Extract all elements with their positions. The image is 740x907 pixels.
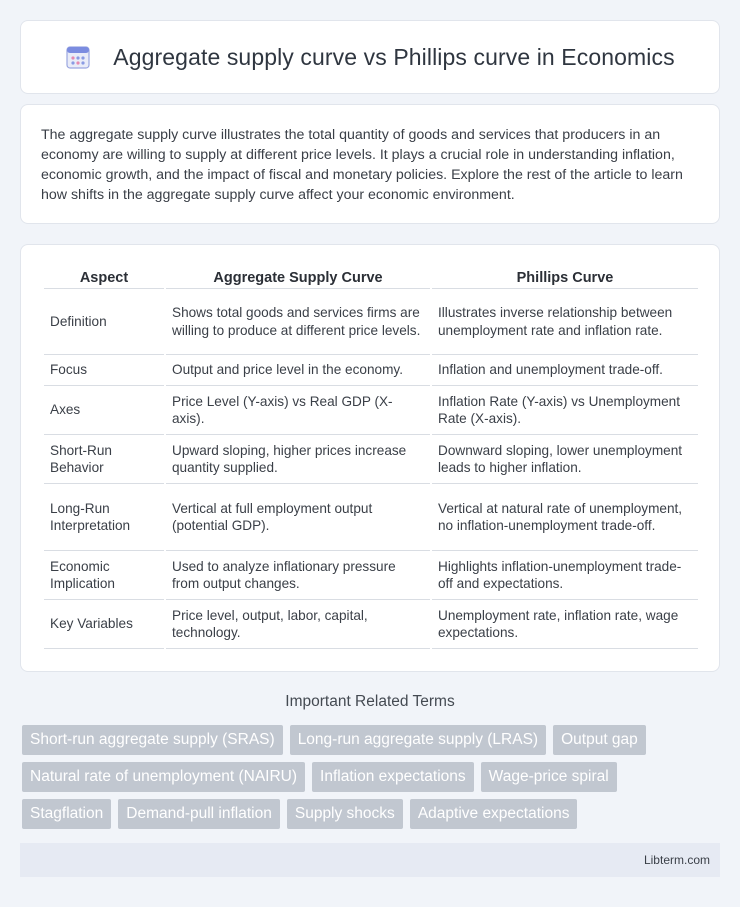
table-row <box>44 551 698 600</box>
table-row <box>44 484 698 551</box>
table-row <box>44 289 698 355</box>
table-cell: Price Level (Y-axis) vs Real GDP (X-axis). <box>166 386 430 435</box>
tag-output-gap[interactable]: Output gap <box>553 725 646 755</box>
header-card <box>20 20 720 94</box>
page-title: Aggregate supply curve vs Phillips curve in Economics <box>113 43 675 70</box>
tag-supply-shocks[interactable]: Supply shocks <box>287 799 403 829</box>
table-cell: Price level, output, labor, capital, technology. <box>166 600 430 649</box>
column-header-phillips: Phillips Curve <box>432 265 698 289</box>
intro-paragraph: The aggregate supply curve illustrates the total quantity of goods and services that producers in an economy are willing to supply at different price levels. It plays a crucial role in understanding inflation, economic growth, and the impact of fiscal and monetary policies. Explore the rest of the article to learn how shifts in the aggregate supply curve affect your economic environment. <box>41 127 683 203</box>
table-cell: Focus <box>44 355 164 386</box>
intro-card <box>20 104 720 224</box>
table-cell: Upward sloping, higher prices increase quantity supplied. <box>166 435 430 484</box>
related-terms-list <box>22 725 722 836</box>
tag-wage-price-spiral[interactable]: Wage-price spiral <box>481 762 617 792</box>
table-cell: Key Variables <box>44 600 164 649</box>
table-row <box>44 435 698 484</box>
tag-row <box>22 799 722 829</box>
table-row <box>44 600 698 649</box>
table-cell: Definition <box>44 289 164 355</box>
related-terms-title: Important Related Terms <box>285 693 455 710</box>
table-cell: Output and price level in the economy. <box>166 355 430 386</box>
table-cell: Shows total goods and services firms are willing to produce at different price levels. <box>166 289 430 355</box>
comparison-table <box>42 265 700 649</box>
tag-row <box>22 725 722 755</box>
table-cell: Vertical at natural rate of unemployment, no inflation-unemployment trade-off. <box>432 484 698 551</box>
table-cell: Economic Implication <box>44 551 164 600</box>
table-cell: Used to analyze inflationary pressure from output changes. <box>166 551 430 600</box>
table-row <box>44 386 698 435</box>
tag-inflation-expectations[interactable]: Inflation expectations <box>312 762 474 792</box>
comparison-table-card <box>20 244 720 672</box>
table-header-row <box>44 265 698 289</box>
tag-sras[interactable]: Short-run aggregate supply (SRAS) <box>22 725 283 755</box>
tag-lras[interactable]: Long-run aggregate supply (LRAS) <box>290 725 546 755</box>
table-cell: Inflation Rate (Y-axis) vs Unemployment Rate (X-axis). <box>432 386 698 435</box>
table-cell: Inflation and unemployment trade-off. <box>432 355 698 386</box>
table-cell: Short-Run Behavior <box>44 435 164 484</box>
table-cell: Axes <box>44 386 164 435</box>
table-cell: Vertical at full employment output (potential GDP). <box>166 484 430 551</box>
footer-site-link[interactable]: Libterm.com <box>643 853 710 867</box>
calendar-grid-icon <box>65 44 91 70</box>
tag-row <box>22 762 722 792</box>
table-cell: Long-Run Interpretation <box>44 484 164 551</box>
table-cell: Highlights inflation-unemployment trade-off and expectations. <box>432 551 698 600</box>
tag-stagflation[interactable]: Stagflation <box>22 799 111 829</box>
table-cell: Unemployment rate, inflation rate, wage expectations. <box>432 600 698 649</box>
column-header-aspect: Aspect <box>44 265 164 289</box>
tag-adaptive-expectations[interactable]: Adaptive expectations <box>410 799 578 829</box>
table-cell: Illustrates inverse relationship between unemployment rate and inflation rate. <box>432 289 698 355</box>
footer <box>20 843 720 877</box>
tag-demand-pull-inflation[interactable]: Demand-pull inflation <box>118 799 280 829</box>
tag-nairu[interactable]: Natural rate of unemployment (NAIRU) <box>22 762 305 792</box>
table-cell: Downward sloping, lower unemployment leads to higher inflation. <box>432 435 698 484</box>
column-header-aggregate-supply: Aggregate Supply Curve <box>166 265 430 289</box>
table-row <box>44 355 698 386</box>
